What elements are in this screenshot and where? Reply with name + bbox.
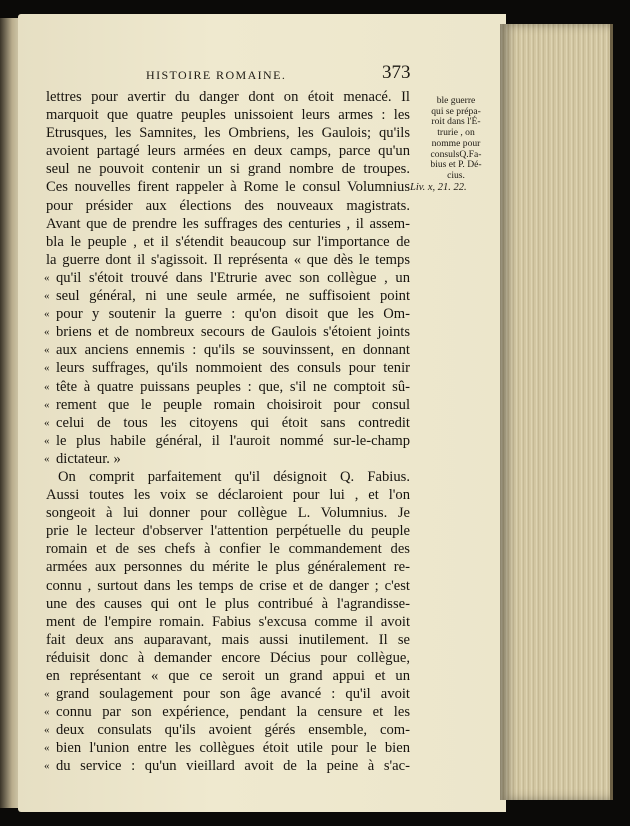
text-line: Ces nouvelles firent rappeler à Rome le consul Volumnius [46, 179, 410, 196]
body-text [46, 88, 410, 776]
text-line: « celui de tous les citoyens qui étoit sans contredit [46, 414, 410, 432]
text-line: marquoit que quatre peuples unissoient leurs armes : les [46, 107, 410, 124]
text-line: « aux anciens ennemis : qu'ils se souvinssent, en donnant [46, 341, 410, 359]
text-line: « rement que le peuple romain choisiroit pour consul [46, 396, 410, 414]
margin-reference: Liv. x, 21. 22. [410, 182, 467, 193]
margin-note-line: nomme pour [431, 137, 481, 149]
text-line: « pour y soutenir la guerre : qu'on disoit que les Om- [46, 305, 410, 323]
page-edges [500, 24, 613, 800]
text-line: pour présider aux élections des nouveaux magistrats. [46, 197, 410, 214]
text-line: seul ne pouvoit contenir un si grand nombre de troupes. [46, 161, 410, 178]
text-line: « bien l'union entre les collègues étoit utile pour le bien [46, 739, 410, 757]
text-line: la guerre dont il s'agissoit. Il représenta « que dès le temps [46, 251, 410, 268]
text-line: bla le peuple , et il s'étendit beaucoup sur l'importance de [46, 233, 410, 250]
text-line: Avant que de prendre les suffrages des centuries , il assem- [46, 215, 410, 232]
text-line: lettres pour avertir du danger dont on étoit menacé. Il [46, 89, 410, 105]
margin-note [412, 96, 500, 182]
text-line: On comprit parfaitement qu'il désignoit Q. Fabius. [58, 468, 410, 485]
text-line: Etrusques, les Samnites, les Ombriens, les Gaulois; qu'ils [46, 125, 410, 142]
text-line: songeoit à lui donner pour collègue L. Volumnius. Je [46, 505, 410, 522]
text-line: une des causes qui ont le plus contribué à l'agrandisse- [46, 595, 410, 612]
text-line: avoient partagé leurs armées en deux camps, parce qu'un [46, 143, 410, 160]
margin-note-line: qui se prépa- [431, 105, 481, 117]
text-line: en représentant « que ce seroit un grand appui et un [46, 668, 410, 684]
text-line: « briens et de nombreux secours de Gaulois s'étoient joints [46, 323, 410, 341]
margin-note-line: roit dans l'É- [431, 116, 481, 128]
text-line: fait deux ans auparavant, mais aussi inutilement. Il se [46, 631, 410, 648]
text-line: romain et de ses chefs à confier le commandement des [46, 541, 410, 558]
margin-note-line: bius et P. Dé- [430, 159, 482, 171]
text-line: « tête à quatre puissans peuples : que, s'il ne comptoit sû- [46, 378, 410, 396]
text-line: « seul général, ni une seule armée, ne suffisoient point [46, 287, 410, 305]
text-line: « connu par son expérience, pendant la censure et les [46, 703, 410, 721]
text-line: armées aux personnes du mérite le plus généralement re- [46, 559, 410, 576]
text-line: « qu'il s'étoit trouvé dans l'Etrurie avec son collègue , un [46, 269, 410, 287]
text-line: Aussi toutes les voix se déclaroient pour lui , et l'on [46, 487, 410, 504]
text-line: « le plus habile général, il l'auroit nommé sur-le-champ [46, 432, 410, 450]
margin-note-line: trurie , on [437, 127, 475, 139]
text-line: « leurs suffrages, qu'ils nommoient des consuls pour tenir [46, 359, 410, 377]
text-line: « dictateur. » [46, 450, 410, 468]
margin-note-line: consulsQ.Fa- [430, 148, 482, 160]
text-line: « du service : qu'un vieillard avoit de la peine à s'ac- [46, 757, 410, 775]
text-line: réduisit donc à demander encore Décius pour collègue, [46, 649, 410, 666]
running-head: HISTOIRE ROMAINE. [146, 68, 287, 82]
text-line: « deux consulats qu'ils avoient gérés ensemble, com- [46, 721, 410, 739]
text-line: « grand soulagement pour son âge avancé : qu'il avoit [46, 685, 410, 703]
page-number: 373 [382, 62, 411, 83]
margin-note-line: ble guerre [436, 95, 476, 106]
text-line: prie le lecteur d'observer l'attention perpétuelle du peuple [46, 523, 410, 540]
text-line: ment de l'empire romain. Fabius s'excusa comme il avoit [46, 613, 410, 630]
text-line: connu , surtout dans les temps de crise et de danger ; c'est [46, 577, 410, 594]
margin-note-line: cius. [447, 169, 465, 181]
page-header [0, 62, 630, 90]
